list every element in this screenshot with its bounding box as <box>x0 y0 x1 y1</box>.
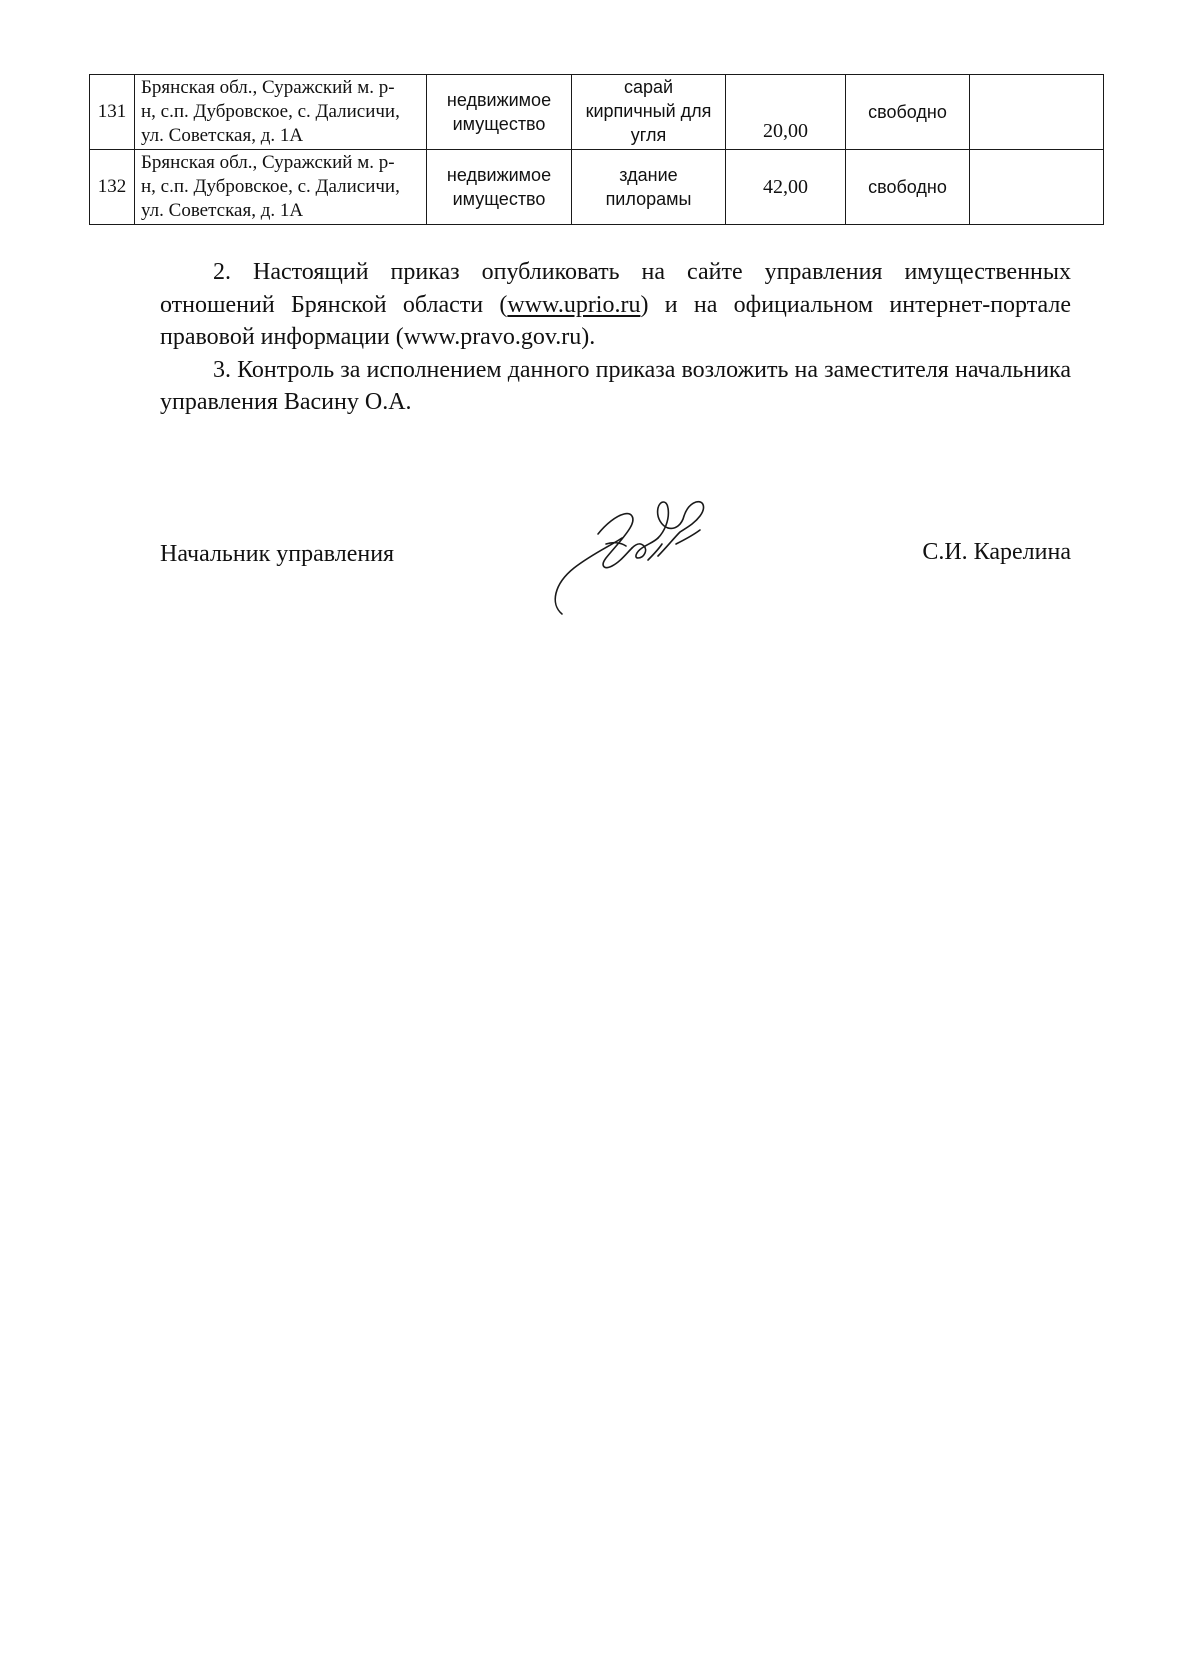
property-table <box>89 74 1104 225</box>
type-line: имущество <box>452 114 546 134</box>
type-line: недвижимое <box>446 90 552 110</box>
status-cell: свободно <box>846 150 970 225</box>
signatory-role: Начальник управления <box>160 541 395 567</box>
paragraph-publication <box>160 256 1071 354</box>
type-line: недвижимое <box>446 165 552 185</box>
address-cell <box>135 150 427 225</box>
type-line: имущество <box>452 189 546 209</box>
area-cell: 20,00 <box>726 75 846 150</box>
name-line: сарай <box>623 77 674 97</box>
address-line: Брянская обл., Суражский м. р- <box>141 152 395 173</box>
order-paragraphs <box>160 256 1071 419</box>
note-cell <box>970 150 1104 225</box>
paragraph-text: 2. Настоящий приказ опубликовать на сайте управления имущественных отношений Брянской области ( <box>160 259 1071 318</box>
handwritten-signature <box>540 486 740 616</box>
note-cell <box>970 75 1104 150</box>
row-number: 132 <box>90 150 135 225</box>
name-line: кирпичный для <box>585 101 712 121</box>
paragraph-control: 3. Контроль за исполнением данного приказа возложить на заместителя начальника управления Васину О.А. <box>160 356 1071 415</box>
address-line: Брянская обл., Суражский м. р- <box>141 77 395 98</box>
address-line: ул. Советская, д. 1А <box>141 200 304 221</box>
property-type-cell <box>427 150 572 225</box>
status-cell: свободно <box>846 75 970 150</box>
table-row <box>90 150 1104 225</box>
address-line: ул. Советская, д. 1А <box>141 125 304 146</box>
name-line: угля <box>630 125 667 145</box>
address-line: н, с.п. Дубровское, с. Далисичи, <box>141 101 400 122</box>
signatory-name: С.И. Карелина <box>922 539 1071 565</box>
paragraph-text: ) и на официальном интернет-портале правовой информации (www.pravo.gov.ru). <box>160 291 1071 350</box>
property-type-cell <box>427 75 572 150</box>
address-line: н, с.п. Дубровское, с. Далисичи, <box>141 176 400 197</box>
row-number: 131 <box>90 75 135 150</box>
object-name-cell <box>572 75 726 150</box>
table-row <box>90 75 1104 150</box>
object-name-cell <box>572 150 726 225</box>
address-cell <box>135 75 427 150</box>
area-cell: 42,00 <box>726 150 846 225</box>
uprio-link[interactable]: www.uprio.ru <box>507 291 641 318</box>
name-line: здание <box>619 165 678 185</box>
name-line: пилорамы <box>605 189 692 209</box>
